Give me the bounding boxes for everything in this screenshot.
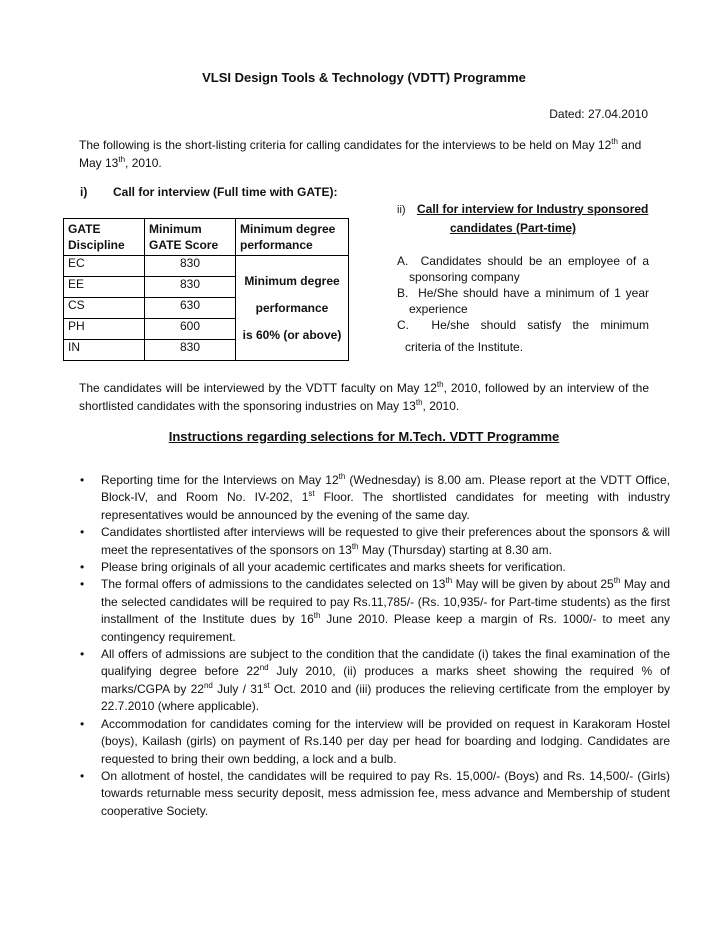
section-ii-number: ii)	[397, 204, 406, 216]
list-item: • All offers of admissions are subject to the condition that the candidate (i) takes the final examination of the qualifying degree before 22nd July 2010, (ii) produces a marks sheet showing the required % of marks/CGPA by 22nd July / 31st Oct. 2010 and (iii) produces the relieving certificate from the employer by 22.7.2010 (where applicable).	[80, 647, 670, 714]
interview-note-paragraph	[79, 379, 649, 415]
document-title: VLSI Design Tools & Technology (VDTT) Programme	[202, 70, 526, 85]
list-item: • Accommodation for candidates coming for the interview will be provided on request in Karakoram Hostel (boys), Kailash (girls) on payment of Rs.140 per day per head for boarding and lodging. Candidates are requested to bring their own bedding, a lock and a bulb.	[80, 716, 670, 766]
bullet-icon: •	[80, 525, 85, 540]
score-cell: 830	[145, 340, 236, 361]
degree-performance-cell: Minimum degree performance is 60% (or above)	[236, 256, 349, 361]
intro-line-1: The following is the short-listing criteria for calling candidates for the interviews to be held on May 12th and	[79, 137, 642, 152]
table-row	[64, 256, 349, 277]
discipline-cell: IN	[64, 340, 145, 361]
bullet-icon: •	[80, 716, 85, 731]
table-header-row	[64, 219, 349, 256]
instructions-heading: Instructions regarding selections for M.Tech. VDTT Programme	[168, 429, 560, 444]
discipline-cell: EE	[64, 277, 145, 298]
discipline-cell: PH	[64, 319, 145, 340]
bullet-icon: •	[80, 560, 85, 575]
intro-line-2: May 13th, 2010.	[79, 155, 162, 170]
section-ii-heading-line-2: candidates (Part-time)	[450, 221, 577, 235]
list-item: B. He/She should have a minimum of 1 year experience	[397, 286, 649, 316]
score-cell: 830	[145, 256, 236, 277]
list-item: • On allotment of hostel, the candidates will be required to pay Rs. 15,000/- (Boys) and Rs. 14,500/- (Girls) towards returnable mess security deposit, mess admission fee, mess advance and Membership of student cooperative Society.	[80, 768, 670, 818]
bullet-icon: •	[80, 768, 85, 783]
discipline-cell: EC	[64, 256, 145, 277]
header-minimum-gate-score: Minimum GATE Score	[145, 219, 236, 256]
industry-sponsored-section	[397, 200, 649, 355]
section-ii-heading: ii) Call for interview for Industry sponsored	[397, 200, 649, 219]
section-i-number: i)	[80, 185, 88, 199]
bullet-icon: •	[80, 647, 85, 662]
score-cell: 830	[145, 277, 236, 298]
intro-paragraph	[79, 136, 659, 172]
list-item: A. Candidates should be an employee of a sponsoring company	[397, 254, 649, 284]
score-cell: 630	[145, 298, 236, 319]
bullet-icon: •	[80, 577, 85, 592]
list-item: • Candidates shortlisted after interviews will be requested to give their preferences about the sponsors & will meet the representatives of the sponsors on 13th May (Thursday) starting at 8.30 am.	[80, 525, 670, 557]
instructions-list	[80, 472, 670, 820]
section-i-heading	[80, 185, 337, 199]
header-gate-discipline: GATE Discipline	[64, 219, 145, 256]
list-item: • Reporting time for the Interviews on May 12th (Wednesday) is 8.00 am. Please report at the VDTT Office, Block-IV, and Room No. IV-202, 1st Floor. The shortlisted candidates for meeting with industry representatives would be announced by the evening of the same day.	[80, 472, 671, 522]
interview-note-line-2: shortlisted candidates with the sponsoring industries on May 13th, 2010.	[79, 398, 460, 413]
bullet-icon: •	[80, 473, 85, 487]
list-item: • Please bring originals of all your academic certificates and marks sheets for verification.	[101, 559, 670, 576]
interview-note-line-1: The candidates will be interviewed by the VDTT faculty on May 12th, 2010, followed by an interview of the	[79, 380, 649, 395]
gate-criteria-table	[63, 218, 349, 361]
header-minimum-degree-performance: Minimum degree performance	[236, 219, 349, 256]
discipline-cell: CS	[64, 298, 145, 319]
score-cell: 600	[145, 319, 236, 340]
list-item: • The formal offers of admissions to the candidates selected on 13th May will be given by about 25th May and the selected candidates will be required to pay Rs.11,785/- (Rs. 10,935/- for Part-time students) as the first installment of the Institute dues by 16th June 2010. Please keep a margin of Rs. 1000/- to meet any contingency requirement.	[80, 576, 670, 644]
section-i-title: Call for interview (Full time with GATE):	[113, 185, 338, 199]
document-date: Dated: 27.04.2010	[549, 107, 648, 121]
list-item: C. He/she should satisfy the minimum criteria of the Institute.	[397, 318, 649, 354]
